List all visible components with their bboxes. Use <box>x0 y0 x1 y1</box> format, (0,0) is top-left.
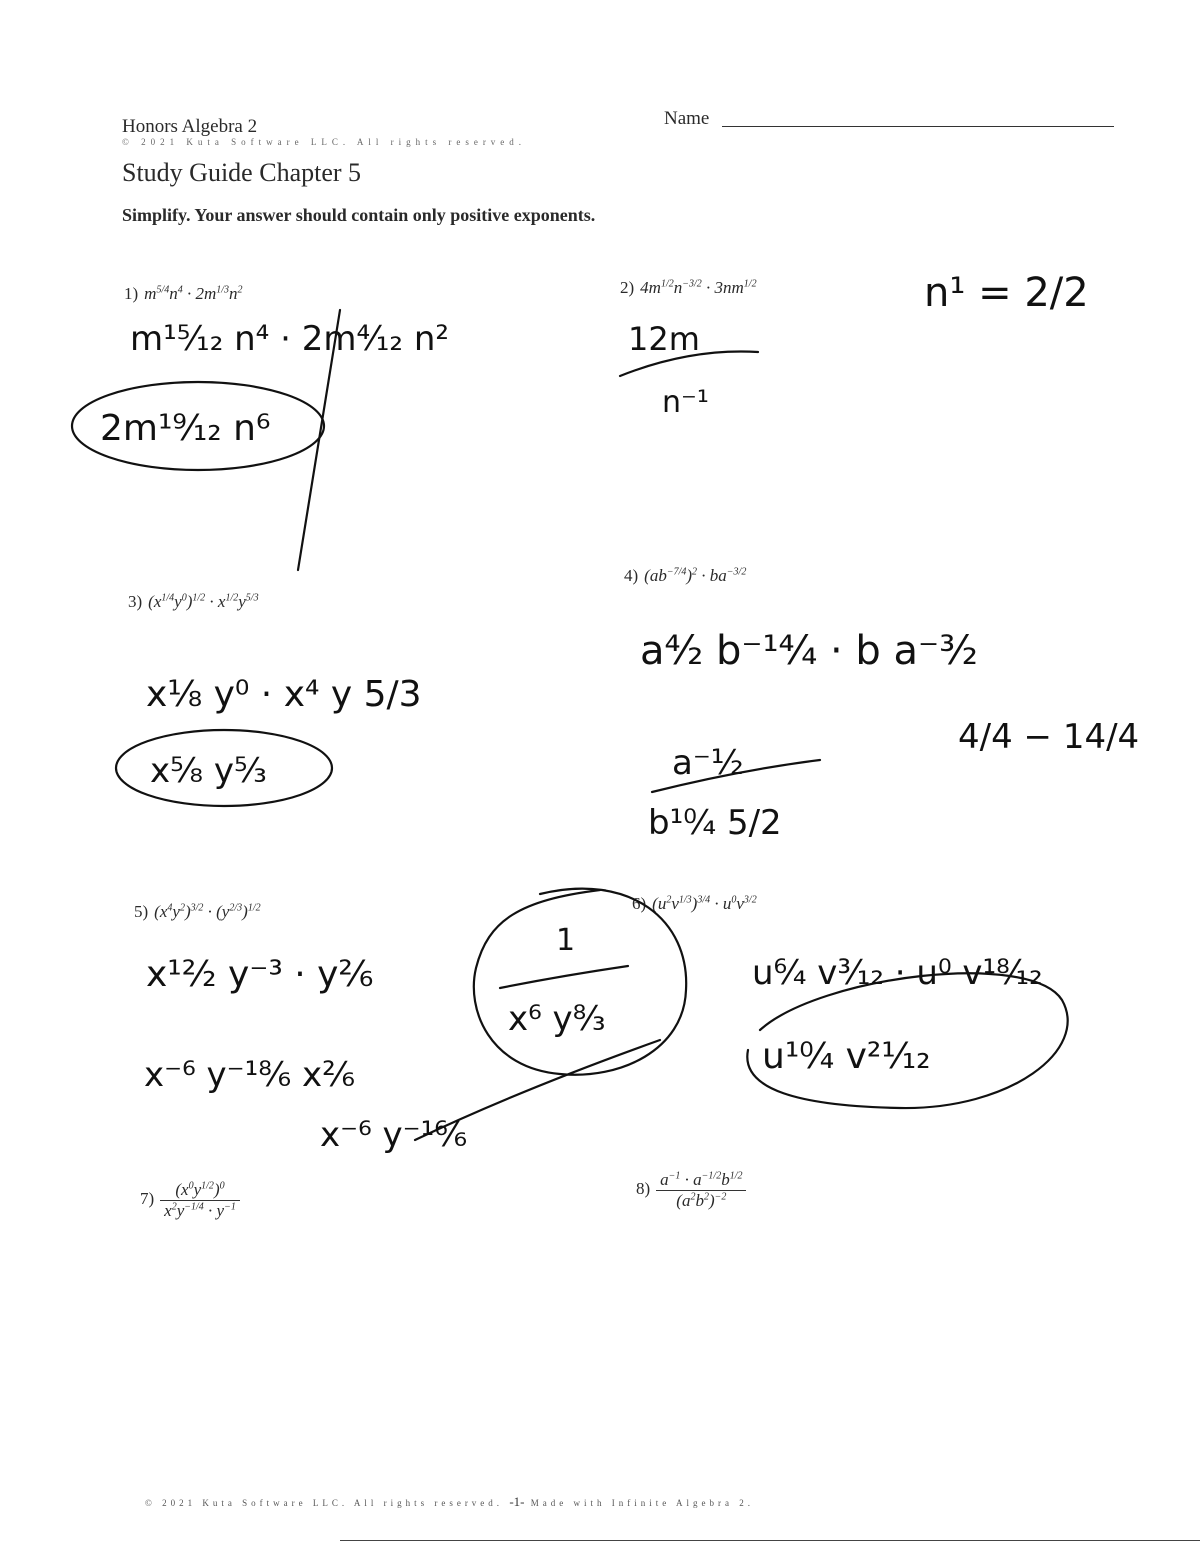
footer <box>145 1494 754 1510</box>
p5-underline-stroke <box>415 1040 660 1140</box>
problem-7 <box>140 1180 240 1221</box>
p3-work-line: x¹⁄₈ y⁰ · x⁴ y 5/3 <box>146 674 422 715</box>
p3-answer-circle <box>116 730 332 806</box>
p6-answer: u¹⁰⁄₄ v²¹⁄₁₂ <box>762 1036 931 1077</box>
p5-work-line-1: x¹²⁄₂ y⁻³ · y²⁄₆ <box>146 954 374 995</box>
p5-answer-bar <box>500 966 628 988</box>
p1-answer: 2m¹⁹⁄₁₂ n⁶ <box>100 408 271 449</box>
copyright-top: © 2021 Kuta Software LLC. All rights reserved. <box>122 137 527 147</box>
problem-expression: $(u^2v^{1/3})^{3/4} \cdot u^0v^{3/2}$ <box>652 894 757 913</box>
p2-fraction-bar <box>620 352 758 377</box>
p4-denominator: b¹⁰⁄₄ 5/2 <box>648 803 782 843</box>
p5-answer-denominator: x⁶ y⁸⁄₃ <box>508 999 606 1039</box>
problem-number: 6) <box>632 894 647 913</box>
problem-expression: $(x^4y^2)^{3/2} \cdot (y^{2/3})^{1/2}$ <box>154 902 261 921</box>
p1-answer-circle <box>72 382 324 470</box>
problem-5 <box>134 902 261 922</box>
problem-expression: $(ab^{-7/4})^2 \cdot ba^{-3/2}$ <box>644 566 747 585</box>
problem-1 <box>124 284 243 304</box>
p1-work-line: m¹⁵⁄₁₂ n⁴ · 2m⁴⁄₁₂ n² <box>130 319 450 359</box>
name-label: Name <box>664 108 710 129</box>
name-field-line[interactable] <box>722 126 1114 127</box>
p6-work-line: u⁶⁄₄ v³⁄₁₂ · u⁰ v¹⁸⁄₁₂ <box>752 953 1043 993</box>
p3-answer: x⁵⁄₈ y⁵⁄₃ <box>150 751 267 791</box>
problem-number: 5) <box>134 902 149 921</box>
side-note: n¹ = 2/2 <box>924 270 1089 316</box>
p2-numerator: 12m <box>628 320 700 358</box>
problem-number: 2) <box>620 278 635 297</box>
footer-copyright: © 2021 Kuta Software LLC. All rights reserved. <box>145 1498 504 1508</box>
problem-3 <box>128 592 259 612</box>
p4-fraction-bar <box>652 760 820 792</box>
problem-number: 8) <box>636 1179 651 1199</box>
p1-divider-stroke <box>298 310 340 570</box>
problem-number: 7) <box>140 1189 155 1209</box>
problem-expression: $m^{5/4}n^4 \cdot 2m^{1/3}n^2$ <box>144 284 243 303</box>
problem-8 <box>636 1170 746 1211</box>
p5-work-line-3: x⁻⁶ y⁻¹⁶⁄₆ <box>320 1115 468 1155</box>
p2-denominator: n⁻¹ <box>662 385 709 420</box>
bottom-rule <box>340 1540 1200 1541</box>
problem-4 <box>624 566 746 586</box>
instructions: Simplify. Your answer should contain only positive exponents. <box>122 205 596 225</box>
problem-number: 3) <box>128 592 143 611</box>
problem-number: 1) <box>124 284 139 303</box>
problem-number: 4) <box>624 566 639 585</box>
p5-answer-numerator: 1 <box>556 923 576 958</box>
p4-work-line: a⁴⁄₂ b⁻¹⁴⁄₄ · b a⁻³⁄₂ <box>640 628 978 674</box>
p6-answer-circle <box>747 973 1067 1108</box>
worksheet-title: Study Guide Chapter 5 <box>122 158 362 187</box>
course-title: Honors Algebra 2 <box>122 116 258 137</box>
problem-6 <box>632 894 757 914</box>
p5-answer-circle <box>474 889 686 1075</box>
page-number: -1- <box>509 1494 525 1509</box>
problem-expression: $4m^{1/2}n^{-3/2} \cdot 3nm^{1/2}$ <box>640 278 757 297</box>
problem-2 <box>620 278 757 298</box>
problem-expression: $\frac{a^{-1} \cdot a^{-1/2}b^{1/2}}{(a^2b^2)^{-2}}$ <box>656 1170 746 1211</box>
problem-expression: $\frac{(x^0y^{1/2})^0}{x^2y^{-1/4} \cdot y^{-1}}$ <box>160 1180 240 1221</box>
footer-made-with: Made with Infinite Algebra 2. <box>530 1498 754 1508</box>
problem-expression: $(x^{1/4}y^0)^{1/2} \cdot x^{1/2}y^{5/3}$ <box>148 592 259 611</box>
p4-side-work: 4/4 − 14/4 <box>958 717 1140 757</box>
p5-work-line-2: x⁻⁶ y⁻¹⁸⁄₆ x²⁄₆ <box>144 1055 356 1095</box>
p4-numerator: a⁻¹⁄₂ <box>672 743 744 783</box>
